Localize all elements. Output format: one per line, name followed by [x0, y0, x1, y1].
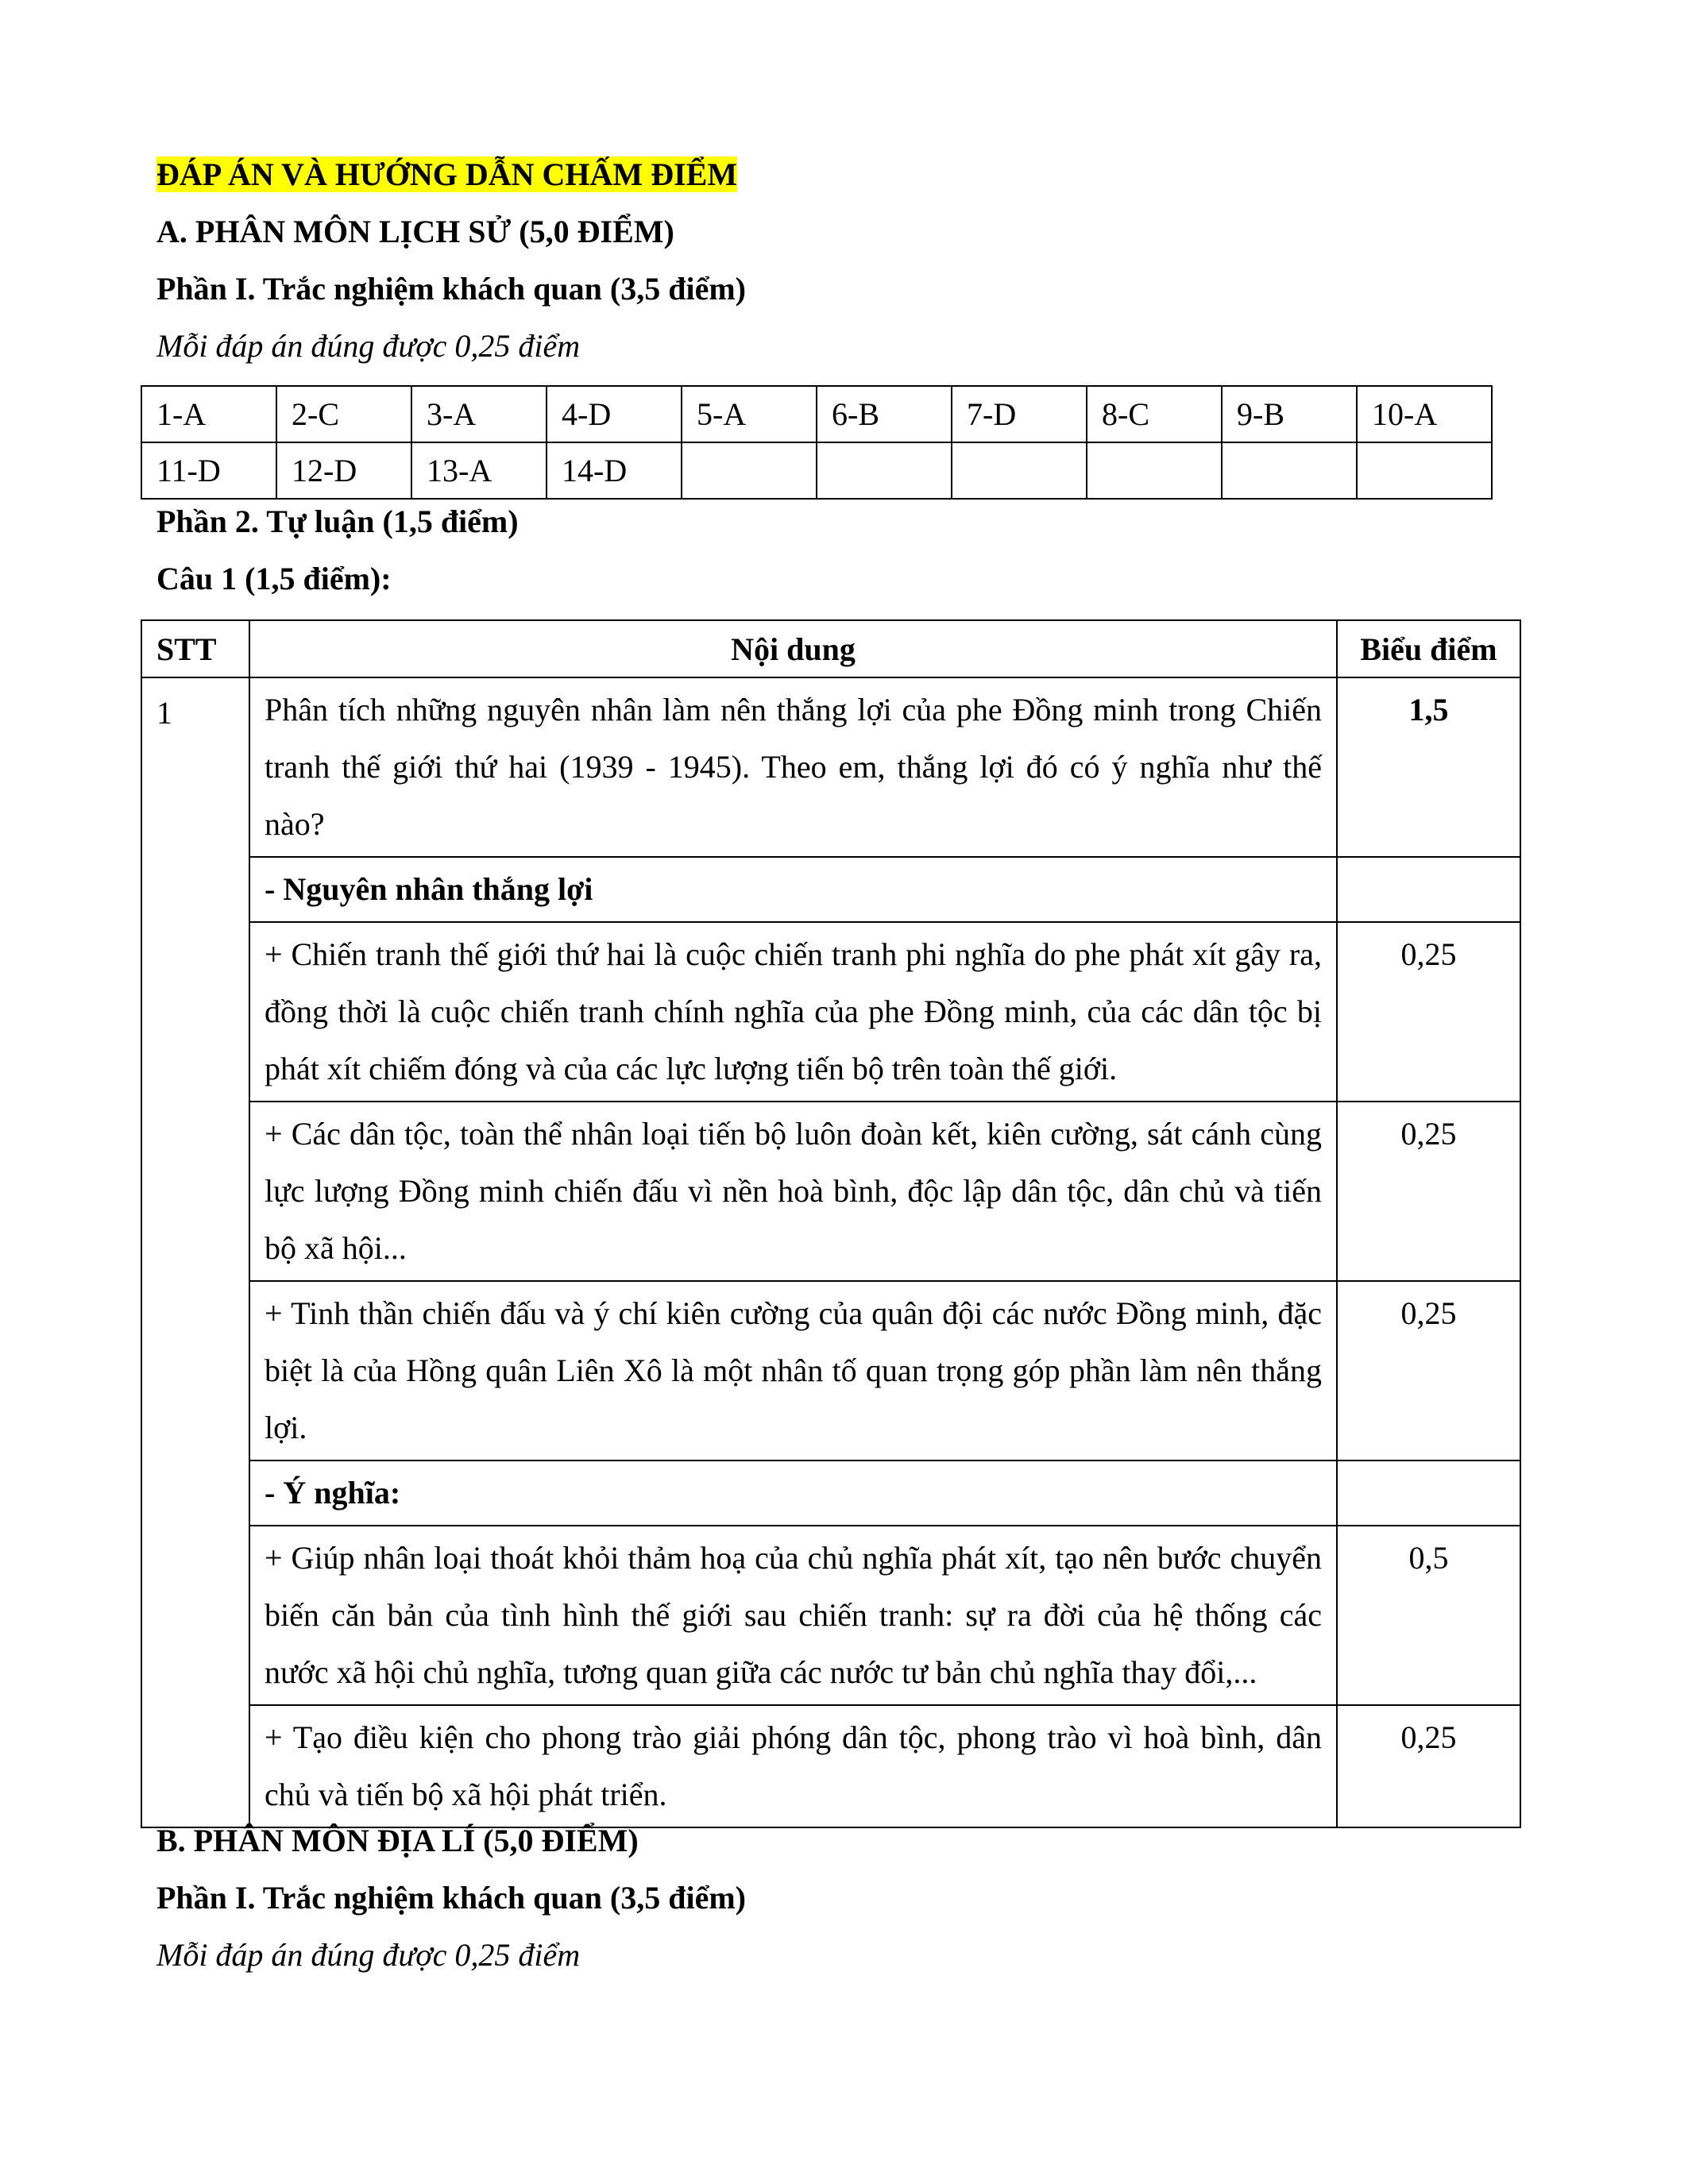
essay-row [141, 922, 1520, 1102]
section-a-part1-title: Phần I. Trắc nghiệm khách quan (3,5 điểm) [156, 271, 746, 307]
row-score: 0,25 [1337, 1705, 1520, 1827]
answer-cell: 3-A [411, 386, 547, 442]
document-title-text: ĐÁP ÁN VÀ HƯỚNG DẪN CHẤM ĐIỂM [156, 156, 738, 192]
essay-row [141, 1526, 1520, 1705]
section-b-title: B. PHÂN MÔN ĐỊA LÍ (5,0 ĐIỂM) [156, 1823, 639, 1858]
answer-cell: 4-D [547, 386, 682, 442]
row-score [1337, 857, 1520, 922]
answer-cell: 6-B [817, 386, 952, 442]
essay-row [141, 1461, 1520, 1526]
essay-row [141, 1102, 1520, 1281]
section-a-title: A. PHÂN MÔN LỊCH SỬ (5,0 ĐIỂM) [156, 214, 674, 249]
answer-cell: 10-A [1357, 386, 1492, 442]
essay-row [141, 1705, 1520, 1827]
answer-cell [682, 442, 817, 499]
question-1-title: Câu 1 (1,5 điểm): [156, 561, 392, 596]
answer-cell [817, 442, 952, 499]
answer-cell: 5-A [682, 386, 817, 442]
row-score: 0,5 [1337, 1526, 1520, 1705]
answer-cell: 12-D [276, 442, 411, 499]
row-stt: 1 [141, 677, 249, 1827]
row-content: - Nguyên nhân thắng lợi [249, 857, 1337, 922]
row-content: + Tạo điều kiện cho phong trào giải phóng dân tộc, phong trào vì hoà bình, dân chủ và tiến bộ xã hội phát triển. [249, 1705, 1337, 1827]
row-content: Phân tích những nguyên nhân làm nên thắng lợi của phe Đồng minh trong Chiến tranh thế giới thứ hai (1939 - 1945). Theo em, thắng lợi đó có ý nghĩa như thế nào? [249, 677, 1337, 857]
header-content: Nội dung [249, 620, 1337, 677]
answer-cell: 13-A [411, 442, 547, 499]
header-stt: STT [141, 620, 249, 677]
answer-cell: 7-D [952, 386, 1087, 442]
row-content: + Tinh thần chiến đấu và ý chí kiên cường của quân đội các nước Đồng minh, đặc biệt là của Hồng quân Liên Xô là một nhân tố quan trọng góp phần làm nên thắng lợi. [249, 1281, 1337, 1461]
answer-row-2 [141, 442, 1492, 499]
header-score: Biểu điểm [1337, 620, 1520, 677]
answer-cell: 11-D [141, 442, 276, 499]
answer-cell [1087, 442, 1222, 499]
answer-cell [952, 442, 1087, 499]
essay-row [141, 677, 1520, 857]
answer-cell: 1-A [141, 386, 276, 442]
answer-cell: 2-C [276, 386, 411, 442]
answer-row-1 [141, 386, 1492, 442]
section-a-part2-title: Phần 2. Tự luận (1,5 điểm) [156, 504, 519, 539]
essay-table-header [141, 620, 1520, 677]
essay-row [141, 857, 1520, 922]
section-a-part1-note: Mỗi đáp án đúng được 0,25 điểm [156, 328, 581, 364]
row-content: + Giúp nhân loại thoát khỏi thảm hoạ của chủ nghĩa phát xít, tạo nên bước chuyển biến căn bản của tình hình thế giới sau chiến tranh: sự ra đời của hệ thống các nước xã hội chủ nghĩa, tương quan giữa các nước tư bản chủ nghĩa thay đổi,... [249, 1526, 1337, 1705]
row-content: - Ý nghĩa: [249, 1461, 1337, 1526]
answer-cell: 9-B [1222, 386, 1357, 442]
section-b-part1-note: Mỗi đáp án đúng được 0,25 điểm [156, 1937, 581, 1973]
essay-row [141, 1281, 1520, 1461]
row-score: 1,5 [1337, 677, 1520, 857]
row-score: 0,25 [1337, 922, 1520, 1102]
section-b-part1-title: Phần I. Trắc nghiệm khách quan (3,5 điểm) [156, 1880, 746, 1916]
row-score [1337, 1461, 1520, 1526]
answer-cell: 8-C [1087, 386, 1222, 442]
row-score: 0,25 [1337, 1281, 1520, 1461]
essay-grading-table [141, 619, 1521, 1828]
row-content: + Các dân tộc, toàn thể nhân loại tiến bộ luôn đoàn kết, kiên cường, sát cánh cùng lực lượng Đồng minh chiến đấu vì nền hoà bình, độc lập dân tộc, dân chủ và tiến bộ xã hội... [249, 1102, 1337, 1281]
document-title [156, 156, 737, 194]
row-score: 0,25 [1337, 1102, 1520, 1281]
answer-cell [1357, 442, 1492, 499]
row-content: + Chiến tranh thế giới thứ hai là cuộc chiến tranh phi nghĩa do phe phát xít gây ra, đồng thời là cuộc chiến tranh chính nghĩa của phe Đồng minh, của các dân tộc bị phát xít chiếm đóng và của các lực lượng tiến bộ trên toàn thế giới. [249, 922, 1337, 1102]
answer-key-table [141, 385, 1493, 500]
answer-cell: 14-D [547, 442, 682, 499]
answer-cell [1222, 442, 1357, 499]
